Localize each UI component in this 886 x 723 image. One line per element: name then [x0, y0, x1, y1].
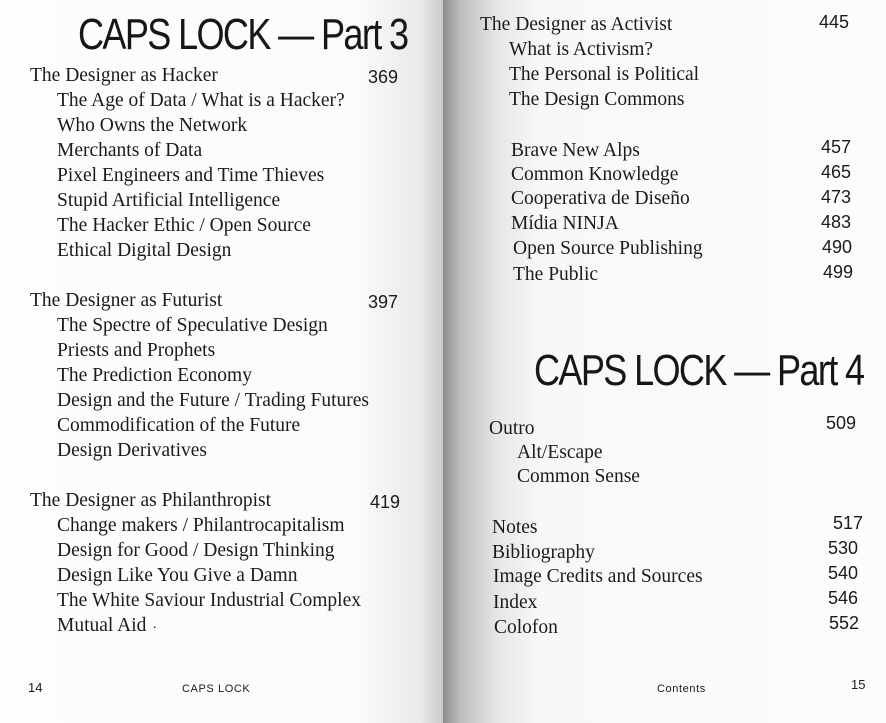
toc-item: Who Owns the Network [57, 115, 248, 136]
toc-item: Alt/Escape [517, 442, 603, 463]
toc-item: Design Derivatives [57, 440, 208, 461]
back-matter-title: Colofon [494, 617, 558, 638]
section-title-philanthropist: The Designer as Philanthropist [30, 490, 271, 511]
toc-item: The Design Commons [509, 89, 685, 110]
page-number-left: 14 [28, 680, 43, 695]
section-title-hacker: The Designer as Hacker [30, 65, 218, 86]
toc-item: Pixel Engineers and Time Thieves [57, 165, 325, 186]
case-study-title: The Public [513, 264, 599, 285]
bullet-dot-icon: · [152, 618, 158, 634]
back-matter-page: 546 [828, 588, 859, 608]
case-study-title: Cooperativa de Diseño [511, 188, 690, 209]
toc-item: Merchants of Data [57, 140, 203, 161]
back-matter-title: Index [493, 592, 538, 613]
toc-item: Change makers / Philantrocapitalism [57, 515, 345, 536]
toc-item: The Age of Data / What is a Hacker? [57, 90, 345, 111]
back-matter-title: Bibliography [492, 542, 595, 563]
toc-item: The Prediction Economy [57, 365, 252, 386]
case-study-page: 457 [821, 137, 852, 157]
section-page-futurist: 397 [368, 292, 399, 312]
right-page [443, 0, 886, 723]
section-title-futurist: The Designer as Futurist [30, 290, 223, 311]
toc-item-label: Mutual Aid [57, 615, 147, 636]
case-study-page: 499 [823, 262, 854, 282]
case-study-title: Common Knowledge [511, 164, 679, 185]
case-study-page: 483 [821, 212, 852, 232]
back-matter-title: Image Credits and Sources [493, 566, 703, 587]
toc-item: Stupid Artificial Intelligence [57, 190, 281, 211]
part-3-title: CAPS LOCK — Part 3 [78, 10, 408, 59]
running-head-right: Contents [657, 683, 706, 695]
section-page-activist: 445 [819, 12, 850, 32]
section-title-activist: The Designer as Activist [480, 14, 673, 35]
toc-item-last [57, 615, 157, 637]
toc-item: The Spectre of Speculative Design [57, 315, 328, 336]
section-page-outro: 509 [826, 413, 857, 433]
case-study-page: 490 [822, 237, 853, 257]
case-study-page: 473 [821, 187, 852, 207]
toc-item: Common Sense [517, 466, 640, 487]
toc-item: The Hacker Ethic / Open Source [57, 215, 311, 236]
back-matter-page: 530 [828, 538, 859, 558]
toc-item: Design Like You Give a Damn [57, 565, 298, 586]
back-matter-page: 552 [829, 613, 860, 633]
case-study-title: Brave New Alps [511, 140, 640, 161]
part-4-title: CAPS LOCK — Part 4 [534, 346, 864, 395]
back-matter-page: 540 [828, 563, 859, 583]
section-title-outro: Outro [489, 418, 535, 439]
back-matter-page: 517 [833, 513, 864, 533]
toc-item: Design and the Future / Trading Futures [57, 390, 369, 411]
section-page-hacker: 369 [368, 67, 399, 87]
toc-item: Design for Good / Design Thinking [57, 540, 335, 561]
section-page-philanthropist: 419 [370, 492, 401, 512]
toc-item: Ethical Digital Design [57, 240, 232, 261]
toc-item: Priests and Prophets [57, 340, 216, 361]
case-study-title: Open Source Publishing [513, 238, 703, 259]
toc-item: The Personal is Political [509, 64, 700, 85]
running-head-left: CAPS LOCK [182, 683, 251, 695]
page-number-right: 15 [851, 677, 866, 692]
case-study-title: Mídia NINJA [511, 213, 619, 234]
toc-item: Commodification of the Future [57, 415, 301, 436]
toc-item: The White Saviour Industrial Complex [57, 590, 362, 611]
toc-item: What is Activism? [509, 39, 654, 60]
back-matter-title: Notes [492, 517, 538, 538]
case-study-page: 465 [821, 162, 852, 182]
